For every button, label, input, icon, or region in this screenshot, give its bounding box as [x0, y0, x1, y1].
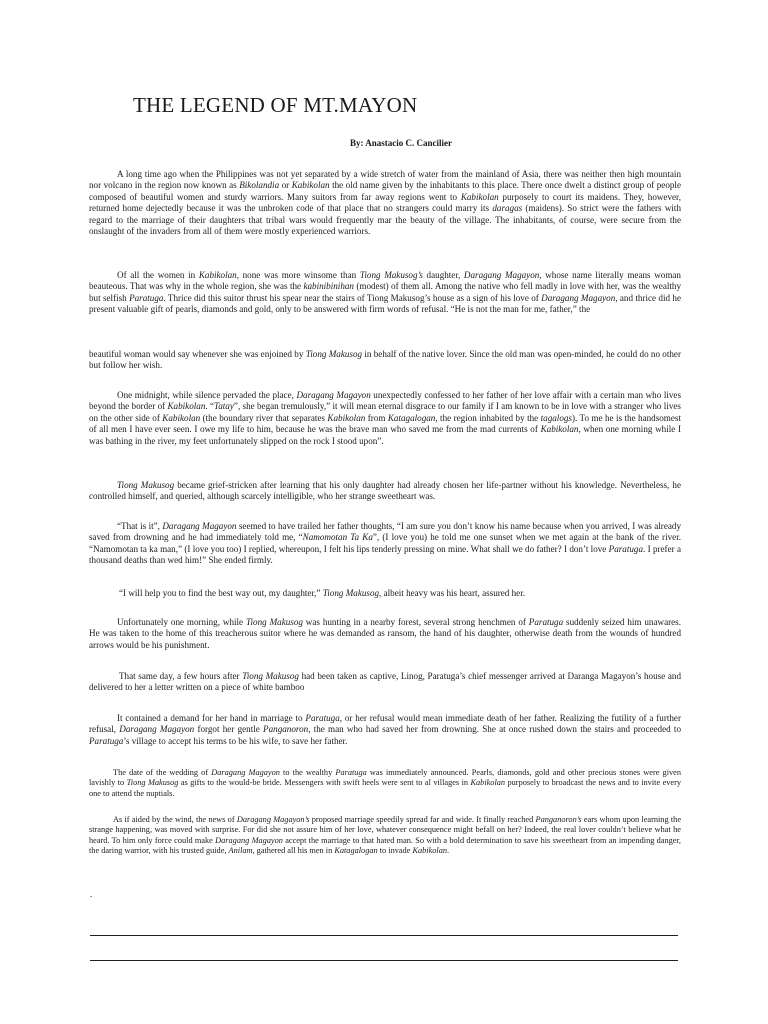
paragraph: It contained a demand for her hand in marriage to Paratuga, or her refusal would mean immediate death of her father. Realizing the futility of a further refusal, Daragang Magayon forgot her gentle Panganoron, the man who had saved her from drowning. She at once rushed down the stairs and proceeded to Paratuga’s village to accept his terms to be his wife, to save her father. [89, 713, 682, 746]
paragraph: A long time ago when the Philippines was not yet separated by a wide stretch of water from the mainland of Asia, there was neither then high mountain nor volcano in the region now known as Bikolandia or Kabikolan the old name given by the inhabitants to this place. There once dwelt a distinct group of people composed of beautiful women and sturdy warriors. Many suitors from far away regions went to Kabikolan purposely to court its maidens. They, however, returned home dejectedly because it was the unbroken code of that place that no strangers could marry its daragas (maidens). So strict were the fathers with regard to the marriage of their daughters that tribal wars would frequently mar the beauty of the village. The inhabitants, of course, were secure from the onslaught of the invaders from all of them were mostly experienced warriors. [89, 169, 682, 237]
paragraph: One midnight, while silence pervaded the place, Daragang Magayon unexpectedly confessed to her father of her love affair with a certain man who lives beyond the border of Kabikolan. “Tatay”, she began tremulously,” it will mean eternal disgrace to our family if I am known to be in love with a stranger who lives on the other side of Kabikolan (the boundary river that separates Kabikolan from Katagalogan, the region inhabited by the tagalogs). To me he is the handsomest of all men I have ever seen. I owe my life to him, because he was the brave man who saved me from the mad currents of Kabikolan, when one morning while I was bathing in the river, my feet unfortunately slipped on the rock I stood upon”. [89, 390, 682, 446]
paragraph: That same day, a few hours after Tiong Makusog had been taken as captive, Linog, Paratuga’s chief messenger arrived at Daranga Magayon’s house and delivered to her a letter written on a piece of white bamboo [89, 671, 682, 693]
paragraph: beautiful woman would say whenever she was enjoined by Tiong Makusog in behalf of the native lover. Since the old man was open-minded, he could do no other but follow her wish. [89, 349, 681, 371]
paragraph: Of all the women in Kabikolan, none was more winsome than Tiong Makusog’s daughter, Daragang Magayon, whose name literally means woman beauteous. That was why in the whole region, she was the kabinibinihan (modest) of them all. Among the native who fell madly in love with her, was the wealthy but selfish Paratuga. Thrice did this suitor thrust his spear near the stairs of Tiong Makusog’s house as a sign of his love of Daragang Magayon, and thrice did he present valuable gift of pearls, diamonds and gold, only to be answered with firm words of refusal. “He is not the man for me, father,” the [89, 270, 681, 315]
paragraph: The date of the wedding of Daragang Magayon to the wealthy Paratuga was immediately announced. Pearls, diamonds, gold and other precious stones were given lavishly to Tiong Makusog as gifts to the would-be bride. Messengers with swift heels were sent to al villages in Kabikolan purposely to broadcast the news and to invite every one to attend the nuptials. [89, 768, 681, 798]
paragraph: “That is it”, Daragang Magayon seemed to have trailed her father thoughts, “I am sure you don’t know his name because when you arrived, I was already saved from drowning and he had immediately told me, “Namomotan Ta Ka”, (I love you) he told me one sunset when we met again at the bank of the river. “Namomotan ta ka man,” (I love you too) I replied, whereupon, I felt his lips tenderly pressing on mine. What shall we do father? I don’t love Paratuga. I prefer a thousand deaths than wed him!” She ended firmly. [89, 521, 681, 566]
paragraph: “I will help you to find the best way out, my daughter,” Tiong Makusog, albeit heavy was his heart, assured her. [119, 588, 526, 598]
author-byline: By: Anastacio C. Cancilier [350, 138, 452, 148]
horizontal-rule [90, 960, 678, 961]
document-title: THE LEGEND OF MT.MAYON [133, 93, 418, 117]
horizontal-rule [90, 935, 678, 936]
paragraph: Unfortunately one morning, while Tiong Makusog was hunting in a nearby forest, several strong henchmen of Paratuga suddenly seized him unawares. He was taken to the home of this treacherous suitor where he was demanded as ransom, the hand of his daughter, otherwise death from the wounds of hundred arrows would be his punishment. [89, 617, 681, 650]
trailing-mark: . [90, 889, 93, 899]
paragraph: As if aided by the wind, the news of Daragang Magayon’s proposed marriage speedily spread far and wide. It finally reached Panganoron’s ears whom upon learning the strange happening, was moved with surprise. For did she not assure him of her love, whatever consequence might befall on her? Indeed, the real lover couldn’t believe what he heard. To him only force could make Daragang Magayon accept the marriage to that hated man. So with a bold determination to save his sweetheart from an impending danger, the daring warrior, with his trusted guide, Anilam, gathered all his men in Katagalogan to invade Kabikolan. [89, 815, 681, 856]
paragraph: Tiong Makusog became grief-stricken after learning that his only daughter had already chosen her life-partner without his knowledge. Nevertheless, he controlled himself, and queried, although scarcely intelligible, who her strange sweetheart was. [89, 480, 681, 502]
